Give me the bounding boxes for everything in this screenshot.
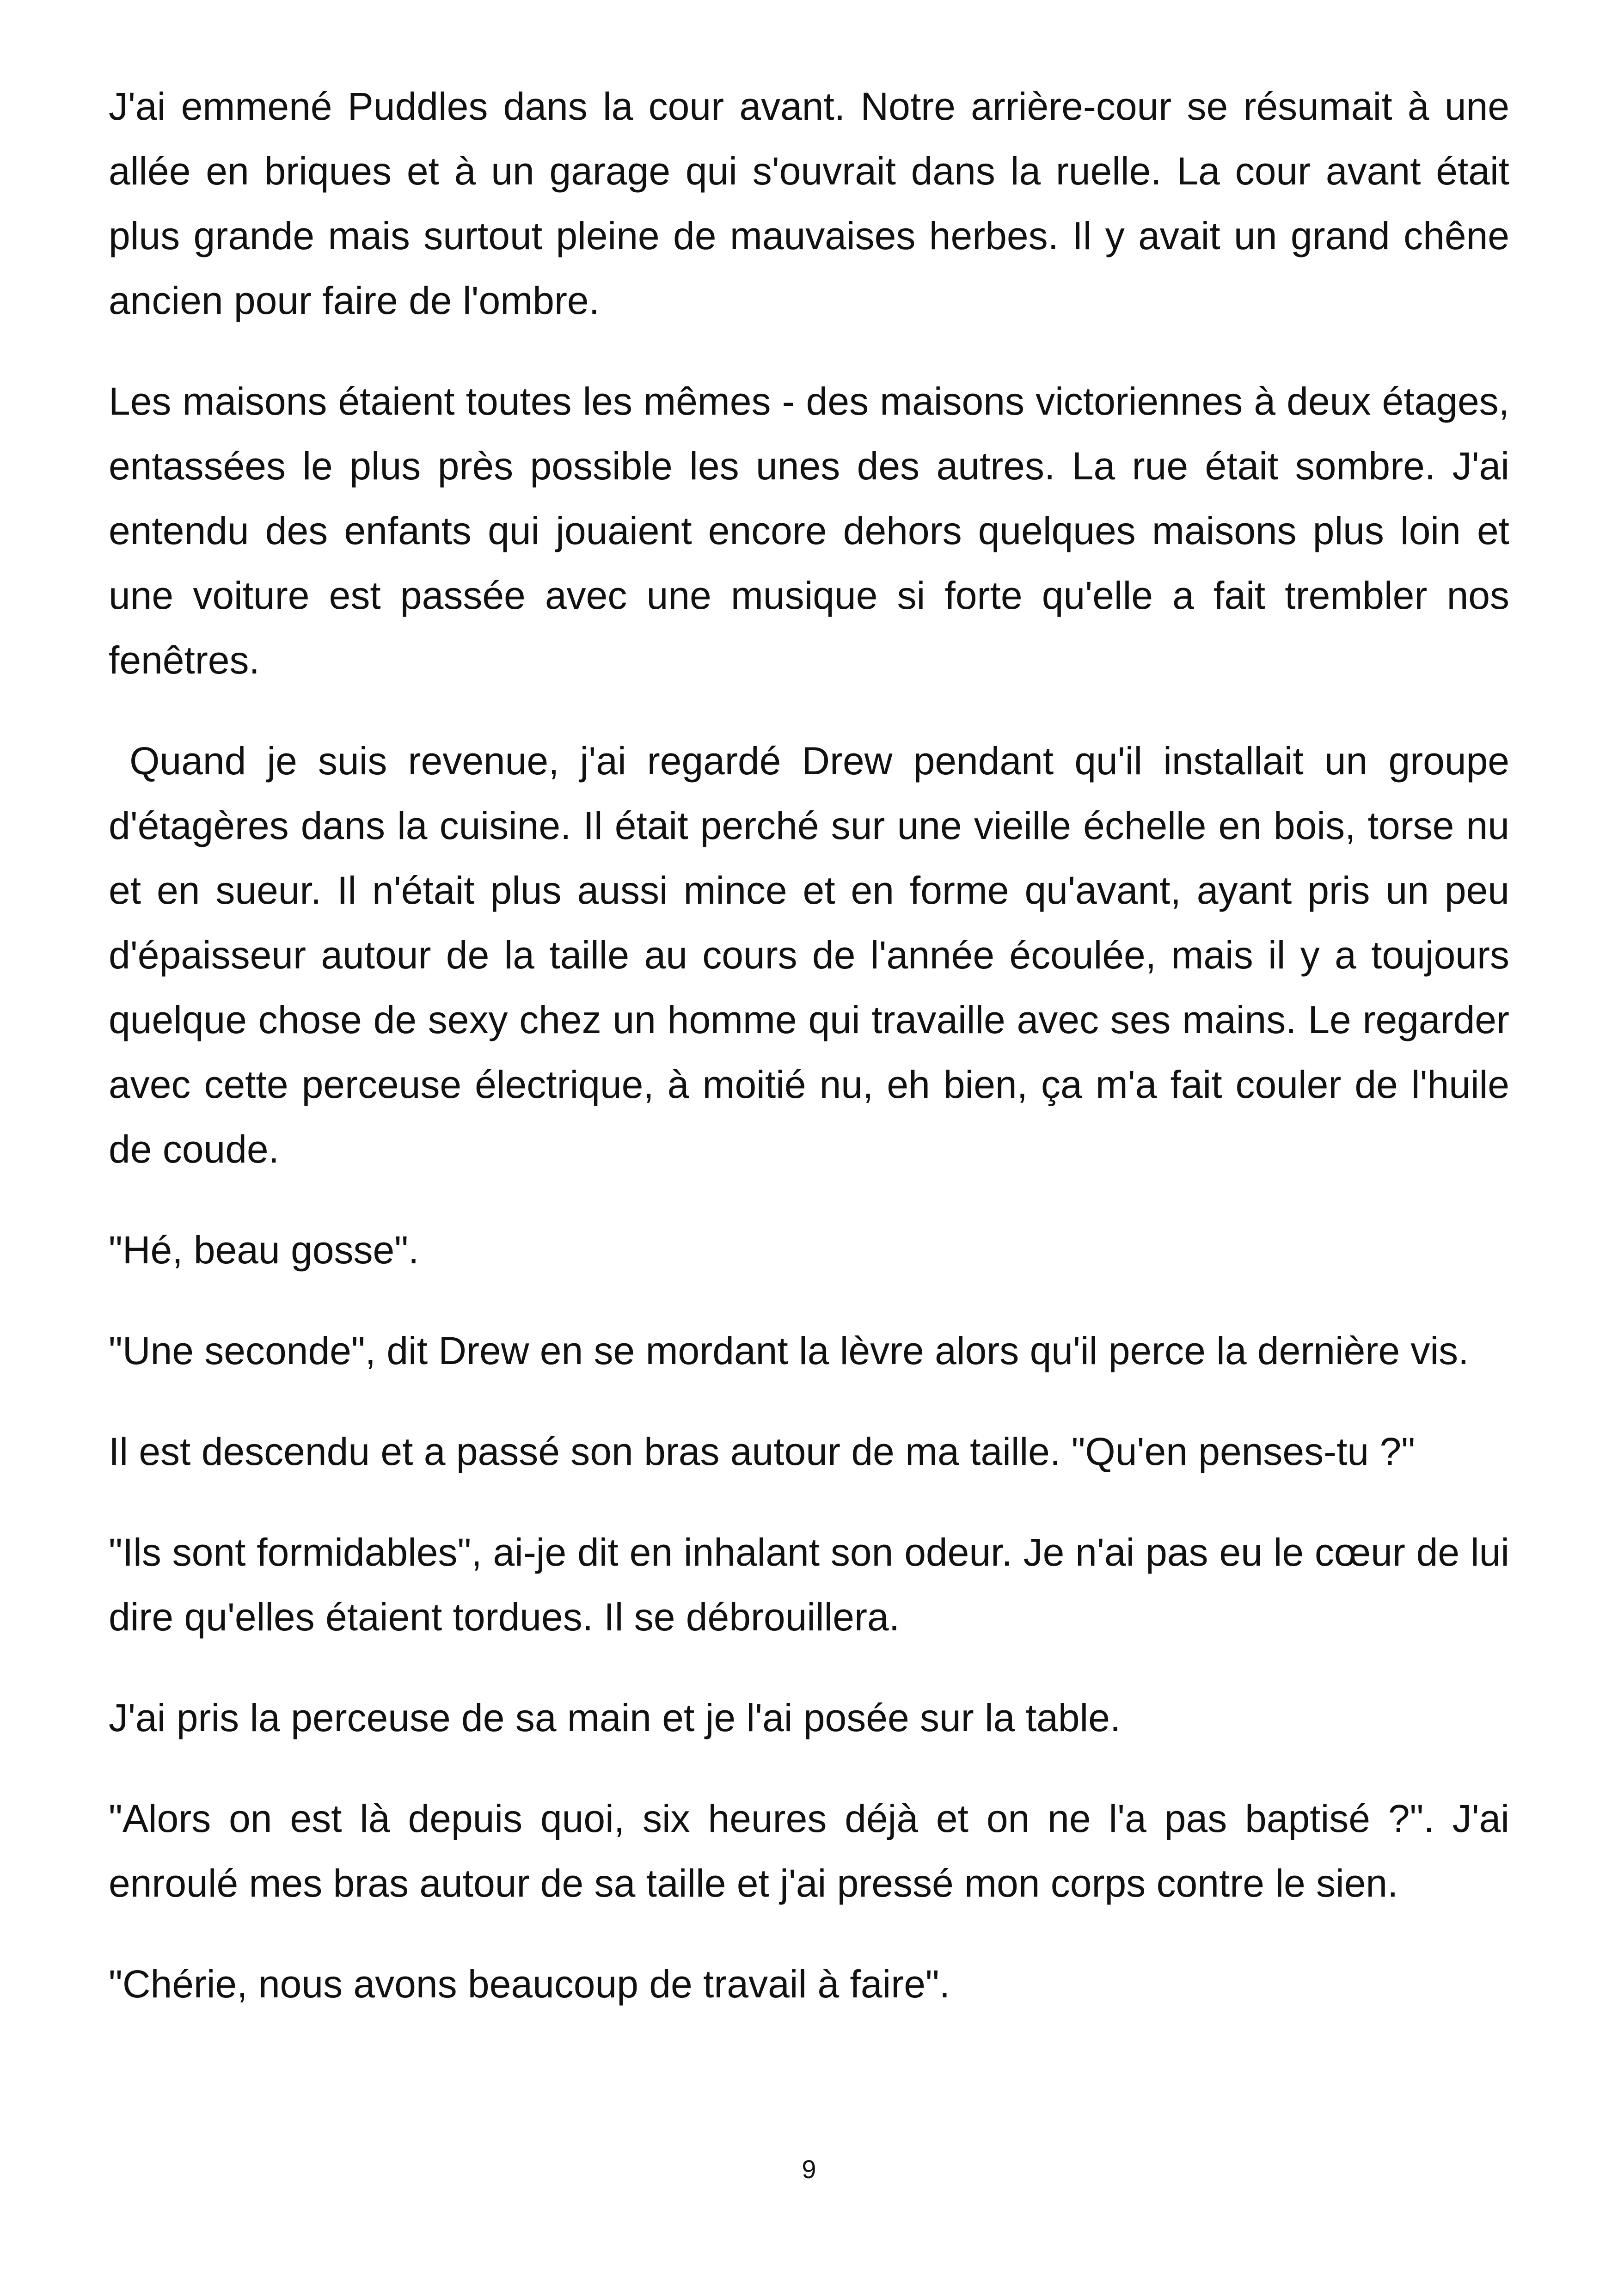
paragraph-1: J'ai emmené Puddles dans la cour avant. Notre arrière-cour se résumait à une allée en briques et à un garage qui s'ouvrait dans la ruelle. La cour avant était plus grande mais surtout pleine de mauvaises herbes. Il y avait un grand chêne ancien pour faire de l'ombre. xyxy=(109,85,1509,322)
paragraph-7: "Ils sont formidables", ai-je dit en inhalant son odeur. Je n'ai pas eu le cœur de lui dire qu'elles étaient tordues. Il se débrouillera. xyxy=(109,1531,1509,1639)
paragraph-2: Les maisons étaient toutes les mêmes - des maisons victoriennes à deux étages, entassées le plus près possible les unes des autres. La rue était sombre. J'ai entendu des enfants qui jouaient encore dehors quelques maisons plus loin et une voiture est passée avec une musique si forte qu'elle a fait trembler nos fenêtres. xyxy=(109,380,1509,682)
paragraph-3: Quand je suis revenue, j'ai regardé Drew pendant qu'il installait un groupe d'étagères dans la cuisine. Il était perché sur une vieille échelle en bois, torse nu et en sueur. Il n'était plus aussi mince et en forme qu'avant, ayant pris un peu d'épaisseur autour de la taille au cours de l'année écoulée, mais il y a toujours quelque chose de sexy chez un homme qui travaille avec ses mains. Le regarder avec cette perceuse électrique, à moitié nu, eh bien, ça m'a fait couler de l'huile de coude. xyxy=(109,739,1520,1171)
paragraph-5: "Une seconde", dit Drew en se mordant la lèvre alors qu'il perce la dernière vis. xyxy=(109,1329,1469,1372)
paragraph-9: "Alors on est là depuis quoi, six heures déjà et on ne l'a pas baptisé ?". J'ai enroulé mes bras autour de sa taille et j'ai pressé mon corps contre le sien. xyxy=(109,1797,1509,1905)
text-body xyxy=(109,74,1520,2052)
paragraph-8: J'ai pris la perceuse de sa main et je l'ai posée sur la table. xyxy=(109,1696,1121,1739)
paragraph-4: "Hé, beau gosse". xyxy=(109,1228,419,1272)
page-number: 9 xyxy=(802,2155,816,2184)
paragraph-10: "Chérie, nous avons beaucoup de travail à faire". xyxy=(109,1962,950,2006)
paragraph-6: Il est descendu et a passé son bras autour de ma taille. "Qu'en penses-tu ?" xyxy=(109,1430,1416,1473)
